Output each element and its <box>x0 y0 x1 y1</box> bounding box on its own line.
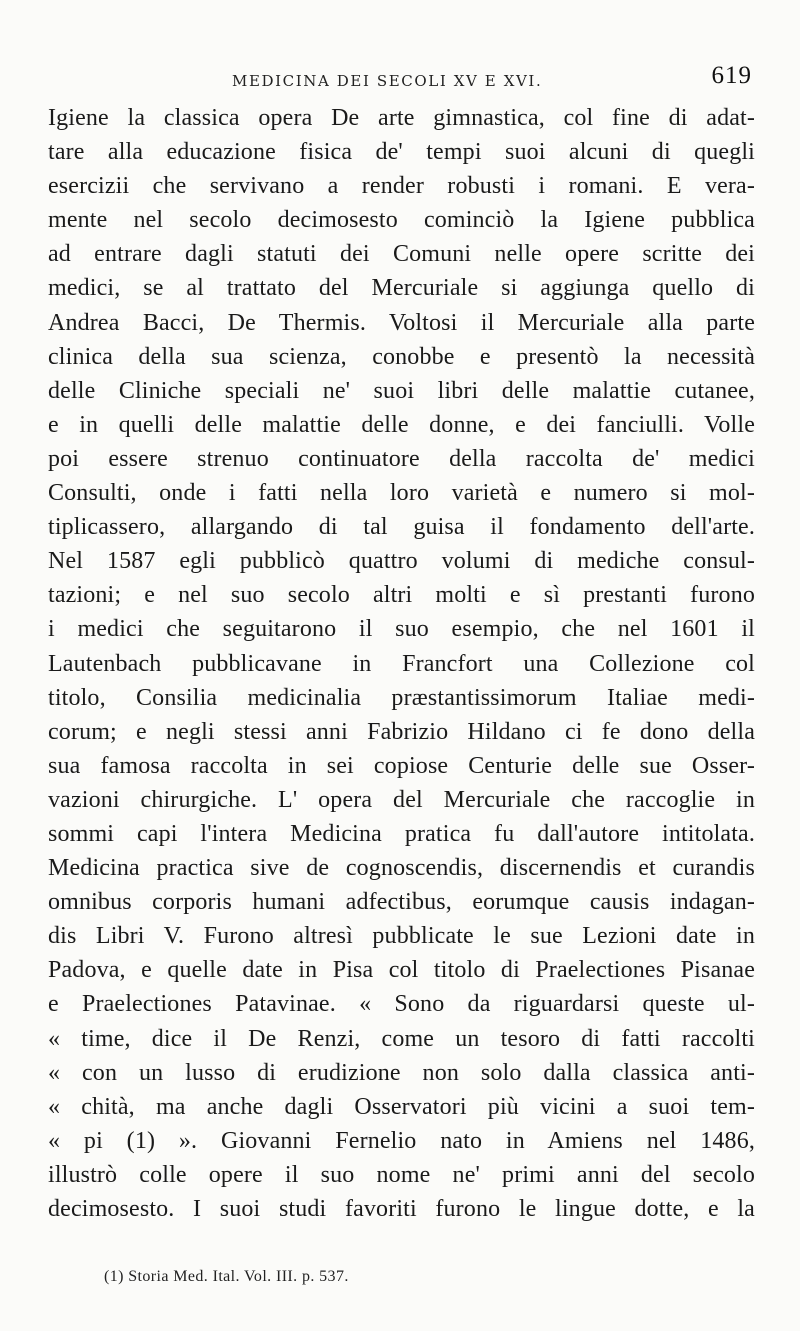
text-line: Padova, e quelle date in Pisa col titolo di Praelectiones Pisanae <box>48 957 755 984</box>
page-header <box>48 62 760 92</box>
text-line: dis Libri V. Furono altresì pubblicate le sue Lezioni date in <box>48 923 755 950</box>
text-line: esercizii che servivano a render robusti i romani. E vera- <box>48 173 755 200</box>
text-line: sommi capi l'intera Medicina pratica fu dall'autore intitolata. <box>48 820 755 847</box>
text-line: Nel 1587 egli pubblicò quattro volumi di mediche consul- <box>48 548 755 575</box>
text-line: e Praelectiones Patavinae. « Sono da riguardarsi queste ul- <box>48 991 755 1018</box>
text-line: « con un lusso di erudizione non solo dalla classica anti- <box>48 1059 755 1086</box>
text-line: e in quelli delle malattie delle donne, e dei fanciulli. Volle <box>48 411 755 438</box>
text-line: illustrò colle opere il suo nome ne' primi anni del secolo <box>48 1161 755 1188</box>
text-line: omnibus corporis humani adfectibus, eorumque causis indagan- <box>48 889 755 916</box>
text-line: ad entrare dagli statuti dei Comuni nelle opere scritte dei <box>48 241 755 268</box>
text-line: poi essere strenuo continuatore della raccolta de' medici <box>48 445 755 472</box>
text-line: medici, se al trattato del Mercuriale si aggiunga quello di <box>48 275 755 302</box>
text-line: sua famosa raccolta in sei copiose Centurie delle sue Osser- <box>48 752 755 779</box>
text-line: corum; e negli stessi anni Fabrizio Hildano ci fe dono della <box>48 718 755 745</box>
text-line: tare alla educazione fisica de' tempi suoi alcuni di quegli <box>48 139 755 166</box>
body-text <box>48 101 755 1226</box>
text-line: clinica della sua scienza, conobbe e presentò la necessità <box>48 343 755 370</box>
footnote: (1) Storia Med. Ital. Vol. III. p. 537. <box>104 1268 349 1285</box>
text-line: titolo, Consilia medicinalia præstantissimorum Italiae medi- <box>48 684 755 711</box>
text-line: Andrea Bacci, De Thermis. Voltosi il Mercuriale alla parte <box>48 309 755 336</box>
running-head: MEDICINA DEI SECOLI XV E XVI. <box>232 72 543 90</box>
text-line: decimosesto. I suoi studi favoriti furono le lingue dotte, e la <box>48 1196 755 1222</box>
text-line: « time, dice il De Renzi, come un tesoro di fatti raccolti <box>48 1025 755 1052</box>
page-number: 619 <box>711 62 752 89</box>
text-line: Consulti, onde i fatti nella loro varietà e numero si mol- <box>48 480 755 507</box>
text-line: tiplicassero, allargando di tal guisa il fondamento dell'arte. <box>48 514 755 541</box>
text-line: tazioni; e nel suo secolo altri molti e sì prestanti furono <box>48 582 755 609</box>
text-line: mente nel secolo decimosesto cominciò la Igiene pubblica <box>48 207 755 234</box>
text-line: « pi (1) ». Giovanni Fernelio nato in Amiens nel 1486, <box>48 1127 755 1154</box>
text-line: delle Cliniche speciali ne' suoi libri delle malattie cutanee, <box>48 377 755 404</box>
text-line: Medicina practica sive de cognoscendis, discernendis et curandis <box>48 855 755 882</box>
text-line: vazioni chirurgiche. L' opera del Mercuriale che raccoglie in <box>48 786 755 813</box>
text-line: Igiene la classica opera De arte gimnastica, col fine di adat- <box>48 105 755 131</box>
text-line: i medici che seguitarono il suo esempio, che nel 1601 il <box>48 616 755 643</box>
text-line: « chità, ma anche dagli Osservatori più vicini a suoi tem- <box>48 1093 755 1120</box>
text-line: Lautenbach pubblicavane in Francfort una Collezione col <box>48 650 755 677</box>
